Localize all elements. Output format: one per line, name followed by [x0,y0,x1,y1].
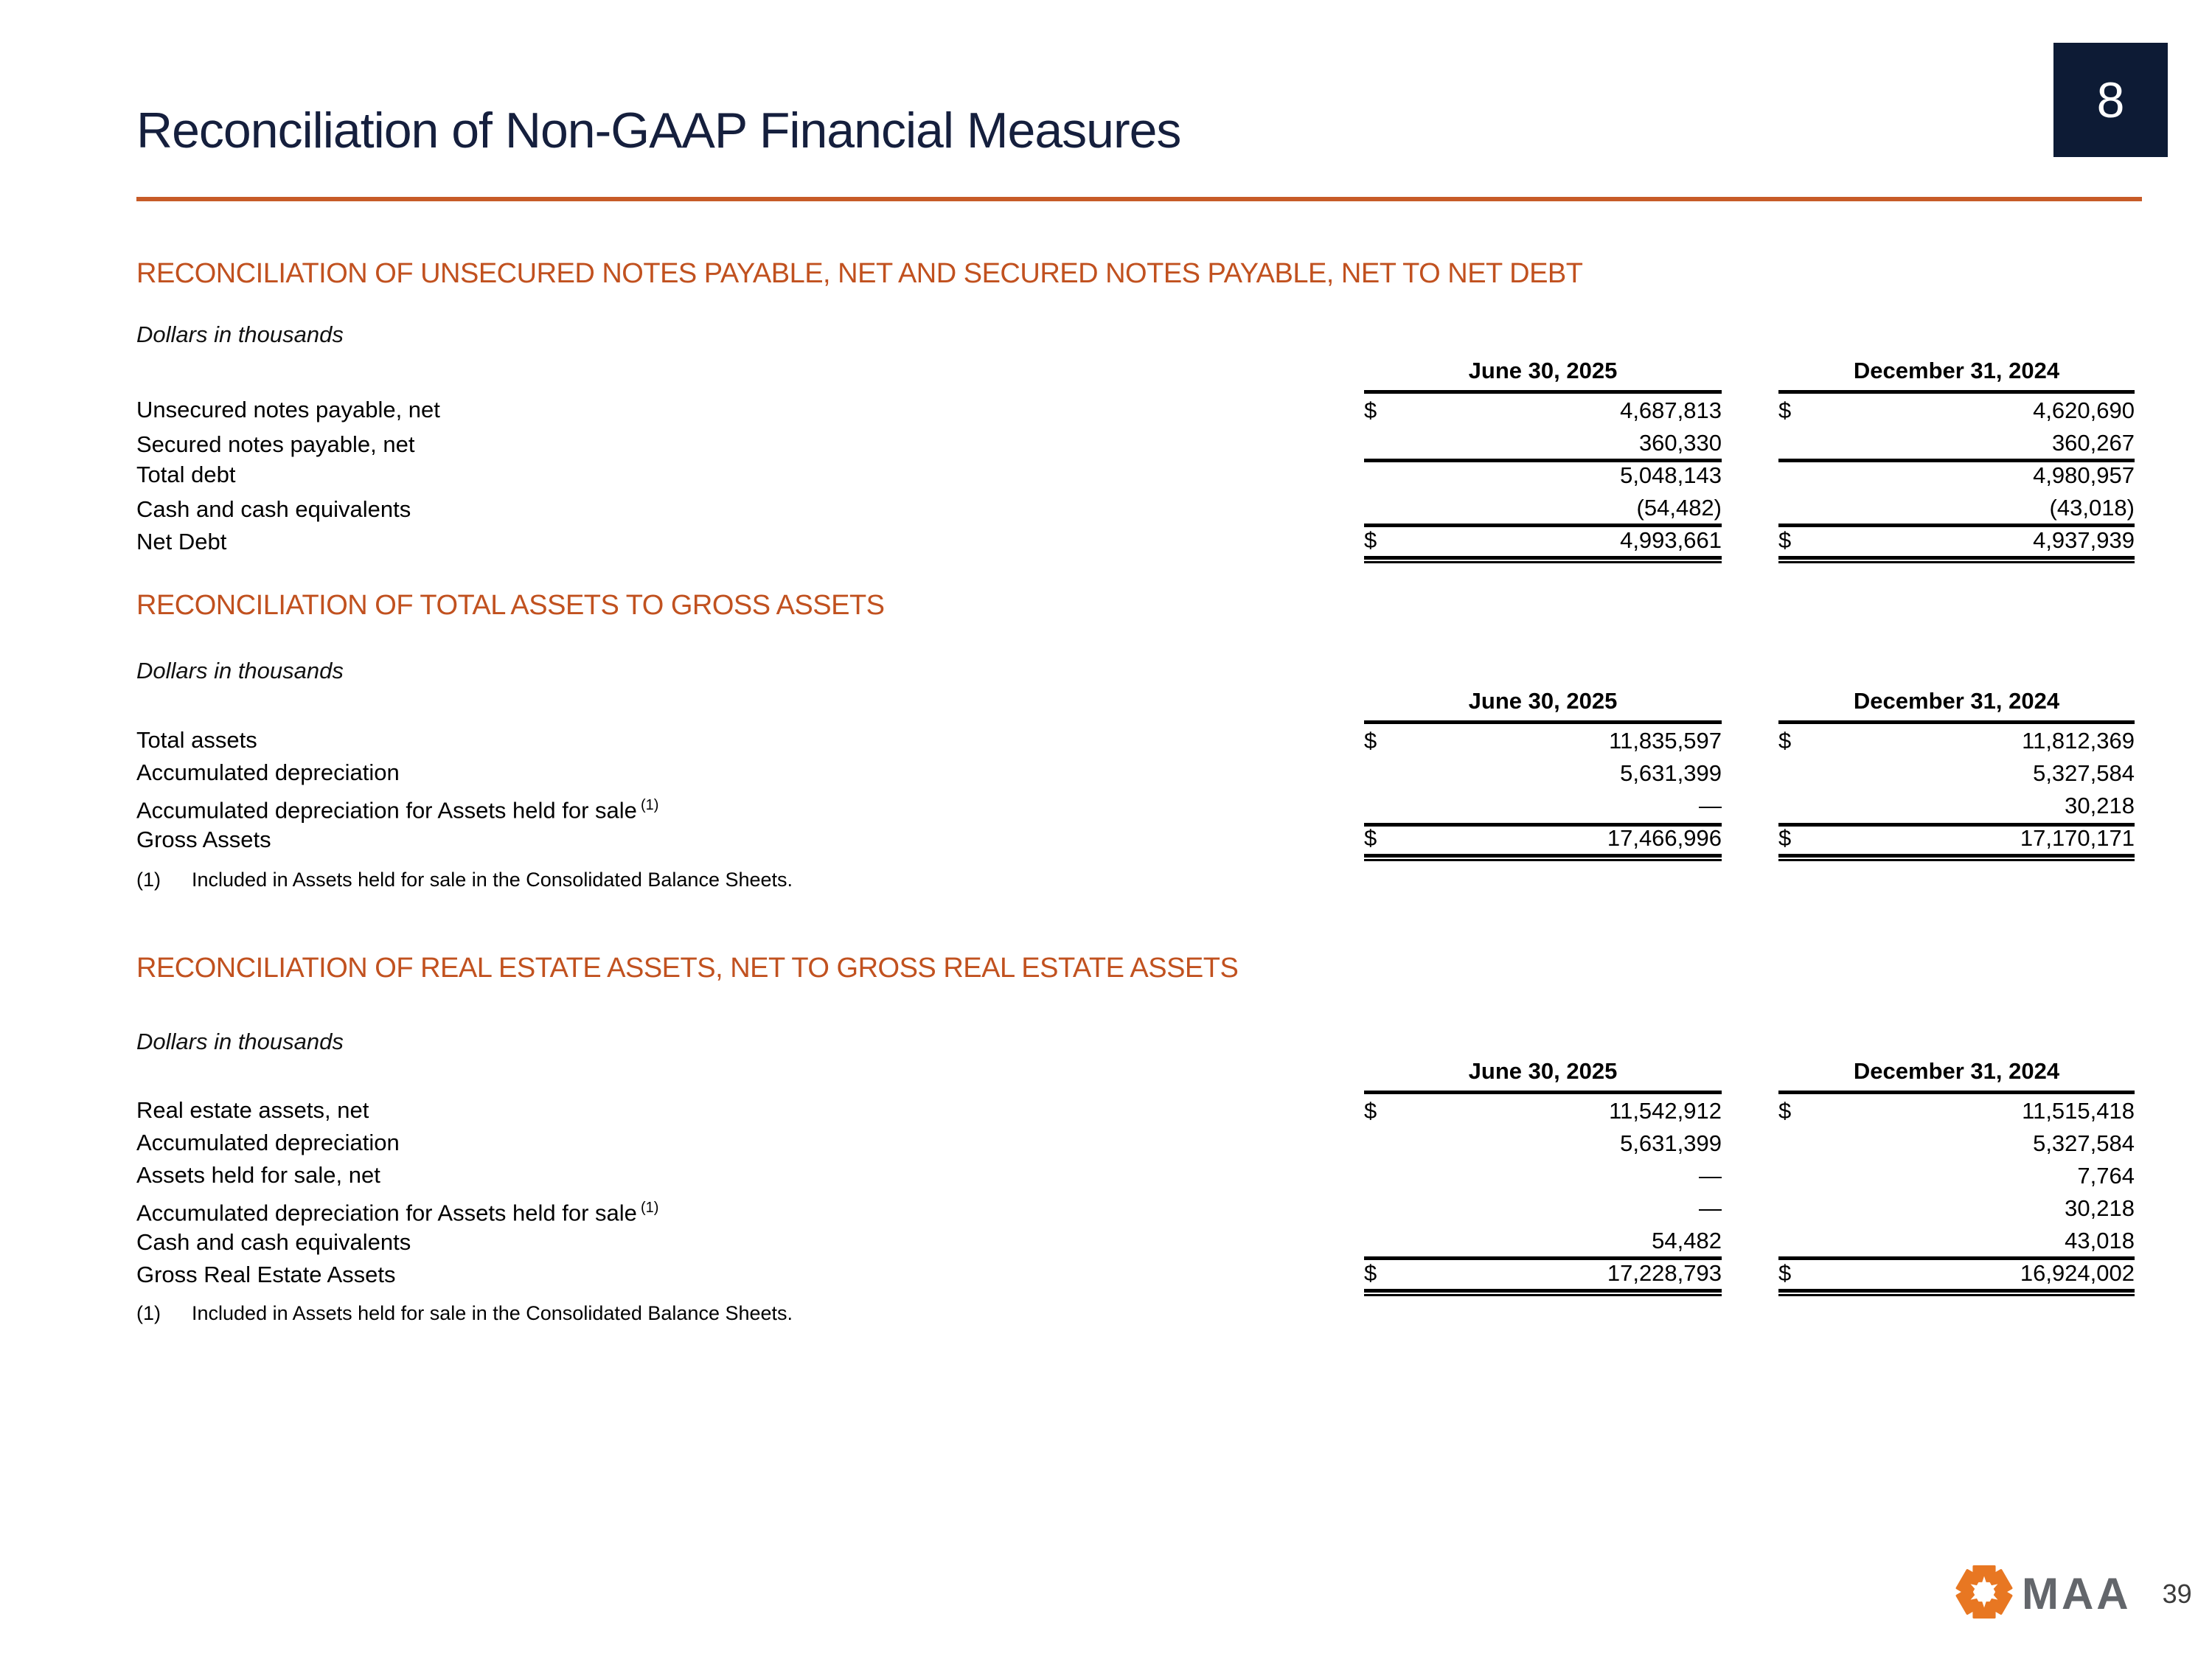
table-row [136,757,2135,789]
dollar-sign: $ [1364,397,1377,423]
value: 17,228,793 [1607,1260,1722,1286]
footnote [136,1302,793,1325]
footnote-text: Included in Assets held for sale in the Consolidated Balance Sheets. [192,869,793,891]
column-header-december: December 31, 2024 [1778,688,2135,724]
table-row [136,394,2135,426]
row-label: Accumulated depreciation for Assets held for sale [136,1200,637,1226]
title-divider [136,197,2142,201]
row-label: Assets held for sale, net [136,1162,380,1188]
value: 43,018 [2065,1228,2135,1253]
row-label: Total assets [136,727,257,753]
section-heading-gross-assets: RECONCILIATION OF TOTAL ASSETS TO GROSS ASSETS [136,590,885,621]
value: 4,687,813 [1620,397,1722,423]
value: 4,993,661 [1620,527,1722,553]
section-heading-net-debt: RECONCILIATION OF UNSECURED NOTES PAYABLE, NET AND SECURED NOTES PAYABLE, NET TO NET DEBT [136,258,1583,289]
value: — [1699,1195,1722,1221]
table-total-row [136,821,2135,854]
value: 30,218 [2065,1195,2135,1221]
table-row [136,724,2135,757]
footnote [136,869,793,891]
column-header-june: June 30, 2025 [1364,358,1722,394]
slide-number: 8 [2096,72,2125,128]
table-total-row [136,524,2135,556]
table-row [136,1159,2135,1192]
table-row [136,1127,2135,1159]
gross-assets-table [136,683,2135,854]
value: 5,631,399 [1620,760,1722,786]
footnote-marker: (1) [136,869,161,891]
value: 54,482 [1652,1228,1722,1253]
value: (43,018) [2049,495,2135,521]
footnote-marker: (1) [136,1302,161,1324]
table-total-row [136,1256,2135,1289]
dollar-sign: $ [1364,527,1377,553]
dollar-sign: $ [1778,728,1792,754]
table-row [136,491,2135,524]
value: 11,542,912 [1609,1098,1722,1124]
dollar-sign: $ [1778,397,1792,423]
footnote-text: Included in Assets held for sale in the Consolidated Balance Sheets. [192,1302,793,1324]
dollar-sign: $ [1778,825,1792,851]
dollar-sign: $ [1778,1260,1792,1286]
table-row [136,1224,2135,1256]
value: 5,631,399 [1620,1130,1722,1156]
value: 360,267 [2051,430,2135,456]
value: 5,327,584 [2033,1130,2135,1156]
value: 360,330 [1638,430,1722,456]
units-note: Dollars in thousands [136,1029,344,1054]
value: 11,812,369 [2022,728,2135,754]
dollar-sign: $ [1364,1260,1377,1286]
units-note: Dollars in thousands [136,321,344,347]
value: — [1699,793,1722,818]
value: 30,218 [2065,793,2135,818]
table-row [136,789,2135,824]
maa-logo-text: MAA [2022,1568,2132,1618]
dollar-sign: $ [1364,825,1377,851]
value: 11,515,418 [2022,1098,2135,1124]
table-row [136,459,2135,491]
column-header-december: December 31, 2024 [1778,1058,2135,1094]
row-label: Gross Assets [136,826,271,852]
dollar-sign: $ [1364,728,1377,754]
footer-logo [1954,1562,2192,1626]
column-header-december: December 31, 2024 [1778,358,2135,394]
units-note: Dollars in thousands [136,658,344,684]
maa-flower-icon [1954,1562,2014,1626]
value: 16,924,002 [2020,1260,2135,1286]
row-label: Gross Real Estate Assets [136,1261,396,1287]
value: 7,764 [2077,1163,2135,1189]
section-heading-gross-real-estate: RECONCILIATION OF REAL ESTATE ASSETS, NET TO GROSS REAL ESTATE ASSETS [136,953,1239,984]
value: 4,980,957 [2033,462,2135,488]
table-row [136,1192,2135,1224]
footnote-marker: (1) [640,797,659,813]
value: 4,620,690 [2033,397,2135,423]
row-label: Cash and cash equivalents [136,1228,411,1255]
dollar-sign: $ [1778,1098,1792,1124]
table-row [136,426,2135,459]
row-label: Unsecured notes payable, net [136,397,440,422]
value: 17,170,171 [2020,825,2135,851]
slide-number-box [2053,43,2168,157]
value: 5,048,143 [1620,462,1722,488]
value: (54,482) [1636,495,1722,521]
table-row [136,1094,2135,1127]
dollar-sign: $ [1778,527,1792,553]
column-header-june: June 30, 2025 [1364,1058,1722,1094]
row-label: Secured notes payable, net [136,431,415,457]
row-label: Accumulated depreciation [136,759,400,785]
value: 5,327,584 [2033,760,2135,786]
row-label: Total debt [136,462,236,487]
row-label: Accumulated depreciation for Assets held for sale [136,797,637,824]
value: — [1699,1163,1722,1189]
table-header-row [136,683,2135,724]
column-header-june: June 30, 2025 [1364,688,1722,724]
value: 17,466,996 [1607,825,1722,851]
row-label: Net Debt [136,528,227,554]
footnote-marker: (1) [640,1200,659,1216]
value: 11,835,597 [1609,728,1722,754]
table-header-row [136,352,2135,394]
footer-page-number: 39 [2162,1578,2192,1609]
row-label: Cash and cash equivalents [136,495,411,522]
page-title: Reconciliation of Non-GAAP Financial Measures [136,102,1181,159]
row-label: Accumulated depreciation [136,1130,400,1155]
gross-real-estate-table [136,1053,2135,1289]
net-debt-table [136,352,2135,556]
row-label: Real estate assets, net [136,1097,369,1123]
table-header-row [136,1053,2135,1094]
dollar-sign: $ [1364,1098,1377,1124]
value: 4,937,939 [2033,527,2135,553]
